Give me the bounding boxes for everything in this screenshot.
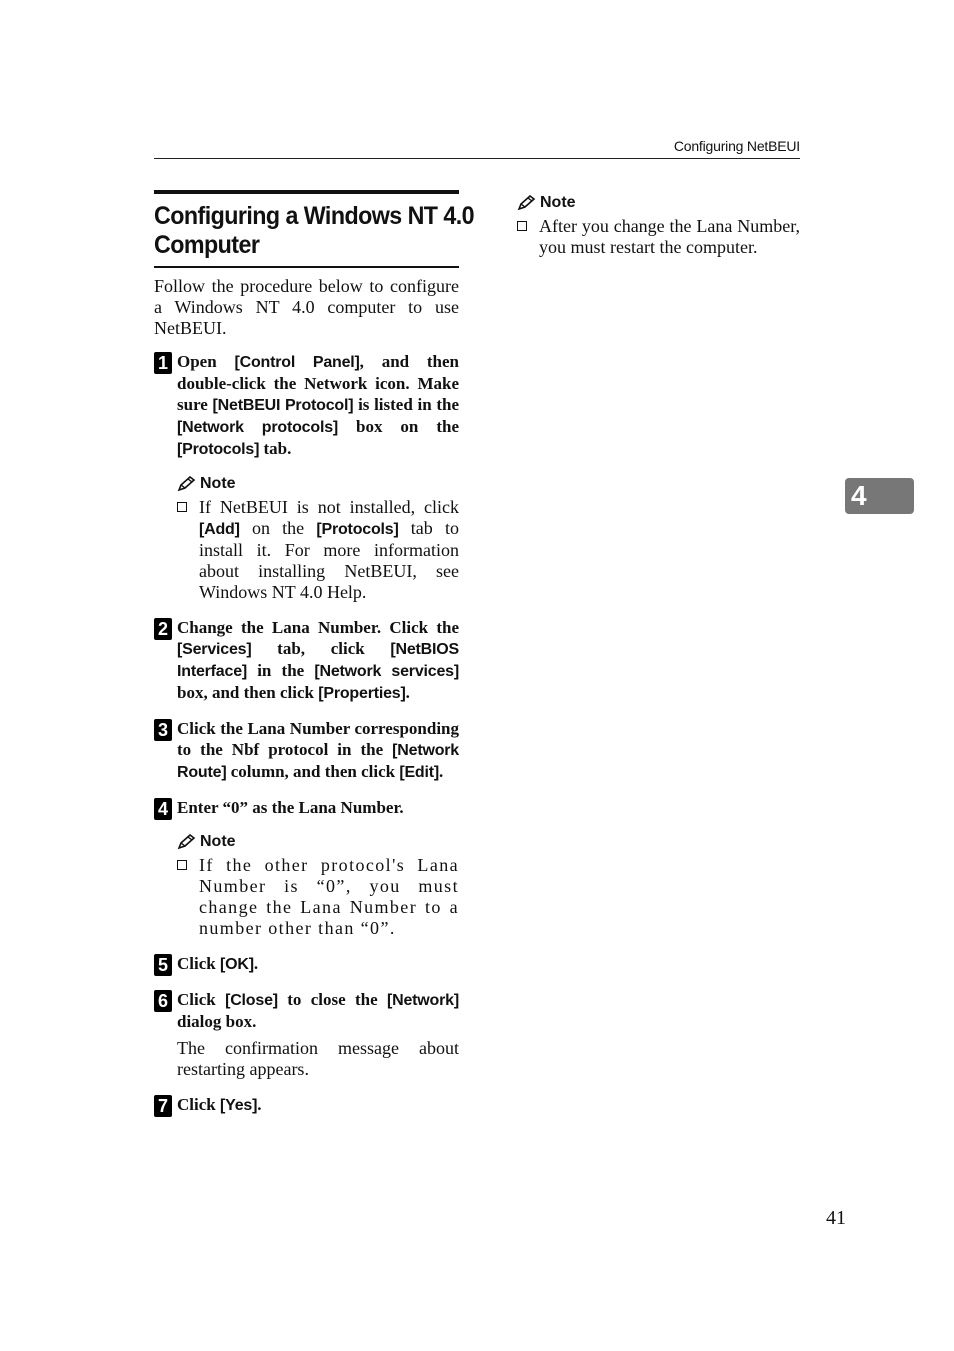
right-column bbox=[517, 193, 800, 258]
step-number-5: 5 bbox=[154, 954, 172, 976]
step-number-2: 2 bbox=[154, 618, 172, 640]
ui-netbeui-protocol: [NetBEUI Protocol] bbox=[212, 397, 354, 414]
step-6 bbox=[154, 989, 459, 1080]
note-step-1 bbox=[154, 474, 459, 603]
ui-close: [Close] bbox=[225, 992, 278, 1009]
ui-network: [Network] bbox=[387, 992, 459, 1009]
step-6-body: The confirmation message about restarting appears. bbox=[177, 1038, 459, 1079]
pencil-icon bbox=[177, 476, 197, 492]
ui-network-services: [Network services] bbox=[314, 663, 459, 680]
step-7-text: Click [Yes]. bbox=[177, 1095, 262, 1114]
step-5-text: Click [OK]. bbox=[177, 954, 259, 973]
checkbox-bullet-icon bbox=[177, 502, 187, 512]
ui-netbios-interface: [NetBIOS Interface] bbox=[177, 641, 459, 680]
ui-yes: [Yes] bbox=[219, 1097, 258, 1114]
ui-protocols-tab: [Protocols] bbox=[177, 441, 260, 458]
step-2 bbox=[154, 617, 459, 704]
header-rule bbox=[154, 158, 800, 159]
step-number-6: 6 bbox=[154, 990, 172, 1012]
ui-protocols: [Protocols] bbox=[316, 521, 399, 538]
pencil-icon bbox=[517, 195, 537, 211]
ui-ok: [OK] bbox=[219, 956, 254, 973]
note-item: If the other protocol's Lana Number is “0”, you must change the Lana Number to a number other than “0”. bbox=[177, 855, 459, 939]
step-6-text: Click [Close] to close the [Network] dialog box. bbox=[177, 990, 459, 1031]
step-4-text: Enter “0” as the Lana Number. bbox=[177, 798, 404, 817]
ui-network-protocols: [Network protocols] bbox=[177, 419, 339, 436]
step-3-text: Click the Lana Number corresponding to the Nbf protocol in the [Network Route] column, and then click [Edit]. bbox=[177, 719, 459, 781]
step-5 bbox=[154, 953, 459, 975]
checkbox-bullet-icon bbox=[177, 860, 187, 870]
running-header: Configuring NetBEUI bbox=[673, 138, 800, 154]
ui-add: [Add] bbox=[199, 521, 240, 538]
page-number: 41 bbox=[826, 1207, 846, 1229]
note-item: After you change the Lana Number, you must restart the computer. bbox=[517, 216, 800, 258]
step-1-text: Open [Control Panel], and then double-click the Network icon. Make sure [NetBEUI Protocol] is listed in the [Network protocols] box on the [Protocols] tab. bbox=[177, 352, 460, 458]
intro-paragraph: Follow the procedure below to configure a Windows NT 4.0 computer to use NetBEUI. bbox=[154, 276, 459, 338]
ui-services-tab: [Services] bbox=[177, 641, 252, 658]
note-item: If NetBEUI is not installed, click [Add] on the [Protocols] tab to install it. For more information about installing NetBEUI, see Windows NT 4.0 Help. bbox=[177, 497, 459, 603]
section-title bbox=[154, 190, 474, 268]
step-3 bbox=[154, 718, 459, 783]
step-1 bbox=[154, 351, 459, 460]
note-heading: Note bbox=[177, 474, 459, 494]
step-number-1: 1 bbox=[154, 352, 172, 374]
step-number-7: 7 bbox=[154, 1095, 172, 1117]
section-title-line1: Configuring a Windows NT 4.0 bbox=[154, 202, 474, 230]
section-title-line2: Computer bbox=[154, 231, 260, 259]
ui-properties: [Properties] bbox=[318, 685, 406, 702]
left-column bbox=[154, 190, 474, 1116]
note-heading: Note bbox=[177, 832, 459, 852]
note-step-4 bbox=[154, 832, 459, 939]
step-4 bbox=[154, 797, 459, 818]
ui-network-route: [Network Route] bbox=[177, 742, 459, 781]
step-2-text: Change the Lana Number. Click the [Services] tab, click [NetBIOS Interface] in the [Network services] box, and then click [Properties]. bbox=[177, 618, 459, 702]
note-right bbox=[517, 193, 800, 258]
step-7 bbox=[154, 1094, 459, 1116]
step-number-3: 3 bbox=[154, 719, 172, 741]
ui-control-panel: [Control Panel] bbox=[234, 354, 360, 371]
chapter-tab: 4 bbox=[845, 478, 914, 514]
step-number-4: 4 bbox=[154, 798, 172, 820]
ui-edit: [Edit] bbox=[399, 764, 440, 781]
note-heading: Note bbox=[517, 193, 800, 213]
checkbox-bullet-icon bbox=[517, 221, 527, 231]
pencil-icon bbox=[177, 834, 197, 850]
